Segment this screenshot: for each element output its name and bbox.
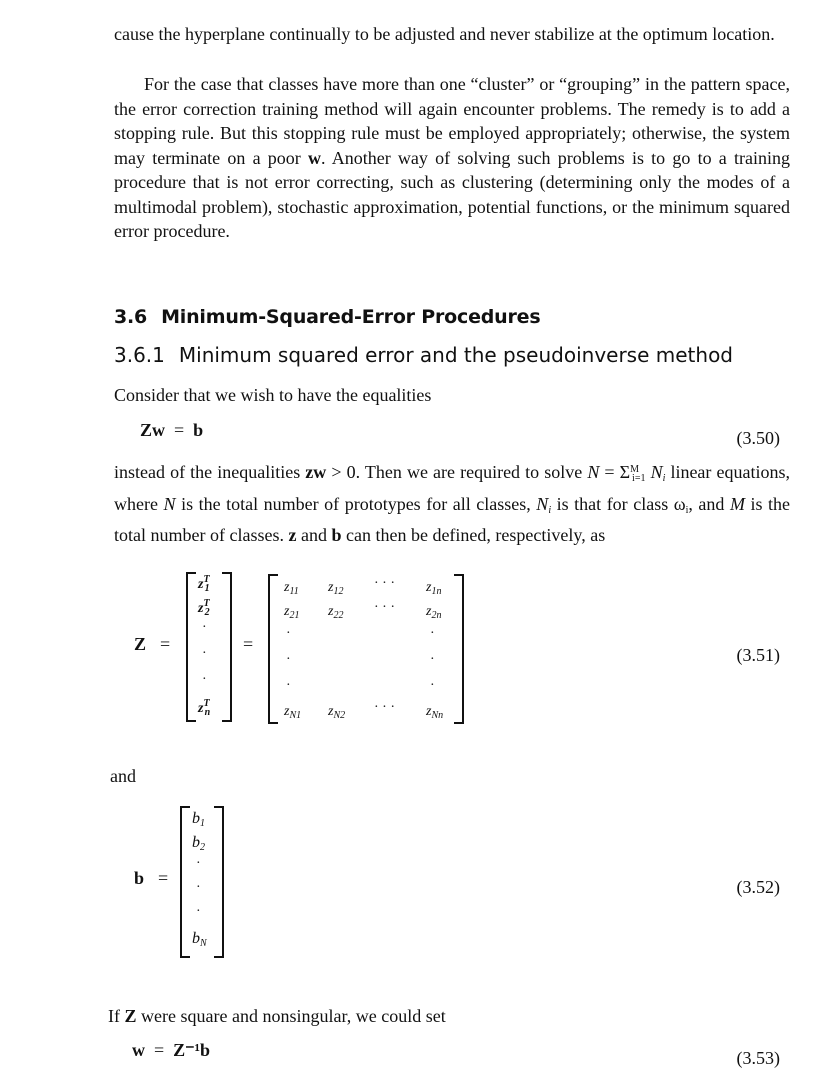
matrix-cell: $z_{21}$ xyxy=(284,604,300,621)
vector-b-right-bracket xyxy=(214,806,224,958)
matrix-cell: $z_{N2}$ xyxy=(328,704,346,721)
matrix-ellipsis: · · · xyxy=(374,600,395,615)
matrix-cell: $z_{11}$ xyxy=(284,580,299,597)
vector-b-dot: · xyxy=(196,904,201,919)
matrix-cell: $z_{N1}$ xyxy=(284,704,302,721)
equation-number-3-51: (3.51) xyxy=(736,645,780,665)
eq353-equals: = xyxy=(154,1040,165,1060)
matrix-dot: · xyxy=(286,626,291,641)
matrix-full-right-bracket xyxy=(454,574,464,724)
subsection-number: 3.6.1 xyxy=(114,343,165,367)
eq351-equals-1: = xyxy=(160,634,171,654)
vector-b-left-bracket xyxy=(180,806,190,958)
eq350-equals: = xyxy=(174,420,185,440)
eq351-equals-2: = xyxy=(243,634,254,654)
matrix-z-dot: · xyxy=(202,646,207,661)
matrix-ellipsis: · · · xyxy=(374,576,395,591)
paragraph-linear-equations: instead of the inequalities zw > 0. Then we are required to solve $N = \Sigma^M_{i=1}$ $N_i$ linear equations, where N is the total number of prototypes for all classes, $N_i$ is that for class $\omega_i$, and M is the total number of classes. z and b can then be defined, respectively, as xyxy=(114,462,791,545)
matrix-z-dot: · xyxy=(202,620,207,635)
section-title: Minimum-Squared-Error Procedures xyxy=(161,306,541,328)
vector-b-entry: $b_1$ xyxy=(192,810,205,829)
matrix-z-left-bracket xyxy=(186,572,196,722)
matrix-dot: · xyxy=(430,652,435,667)
word-and: and xyxy=(110,766,136,786)
vector-b-entry: $b_2$ xyxy=(192,834,205,853)
matrix-z-row1: $z^T_1$ xyxy=(198,574,210,594)
paragraph-continuation: cause the hyperplane continually to be adjusted and never stabilize at the optimum location. xyxy=(114,24,775,44)
matrix-cell: $z_{12}$ xyxy=(328,580,344,597)
matrix-ellipsis: · · · xyxy=(374,700,395,715)
equation-3-50 xyxy=(140,420,203,441)
equation-number-3-50: (3.50) xyxy=(736,428,780,448)
matrix-cell: $z_{1n}$ xyxy=(426,580,442,597)
vector-b-dot: · xyxy=(196,880,201,895)
equation-number-3-53: (3.53) xyxy=(736,1048,780,1068)
matrix-dot: · xyxy=(430,678,435,693)
eq350-lhs: Zw xyxy=(140,420,166,440)
eq353-lhs: w xyxy=(132,1040,145,1060)
paragraph-clusters: For the case that classes have more than one “cluster” or “grouping” in the pattern space, the error correction training method will again encounter problems. The remedy is to add a stopping rule. But this stopping rule must be employed appropriately; otherwise, the system may terminate on a poor w. Another way of solving such problems is to go to a training procedure that is not error correcting, such as clustering (determining only the modes of a multimodal problem), stochastic approximation, potential functions, or the minimum squared error procedure. xyxy=(114,74,790,241)
eq350-rhs: b xyxy=(193,420,204,440)
vector-b-dot: · xyxy=(196,856,201,871)
eq352-lhs: b xyxy=(134,868,145,888)
matrix-cell: $z_{Nn}$ xyxy=(426,704,444,721)
vector-b-entry: $b_N$ xyxy=(192,930,207,949)
matrix-z-dot: · xyxy=(202,672,207,687)
equation-number-3-52: (3.52) xyxy=(736,877,780,897)
equation-3-53 xyxy=(132,1040,210,1061)
subsection-heading xyxy=(114,343,733,367)
eq353-rhs: Z⁻¹b xyxy=(173,1040,211,1060)
paragraph-equalities-intro: Consider that we wish to have the equalities xyxy=(114,385,432,405)
paragraph-square-nonsingular: If Z were square and nonsingular, we could set xyxy=(108,1006,446,1026)
section-number: 3.6 xyxy=(114,306,148,328)
matrix-cell: $z_{22}$ xyxy=(328,604,344,621)
matrix-dot: · xyxy=(430,626,435,641)
matrix-cell: $z_{2n}$ xyxy=(426,604,442,621)
eq352-equals: = xyxy=(158,868,169,888)
matrix-dot: · xyxy=(286,652,291,667)
matrix-z-right-bracket xyxy=(222,572,232,722)
matrix-full-left-bracket xyxy=(268,574,278,724)
matrix-z-rown: $z^T_n$ xyxy=(198,698,211,718)
section-heading xyxy=(114,306,540,328)
eq351-lhs: Z xyxy=(134,634,147,654)
subsection-title: Minimum squared error and the pseudoinverse method xyxy=(178,343,734,367)
matrix-dot: · xyxy=(286,678,291,693)
matrix-z-row2: $z^T_2$ xyxy=(198,598,210,618)
